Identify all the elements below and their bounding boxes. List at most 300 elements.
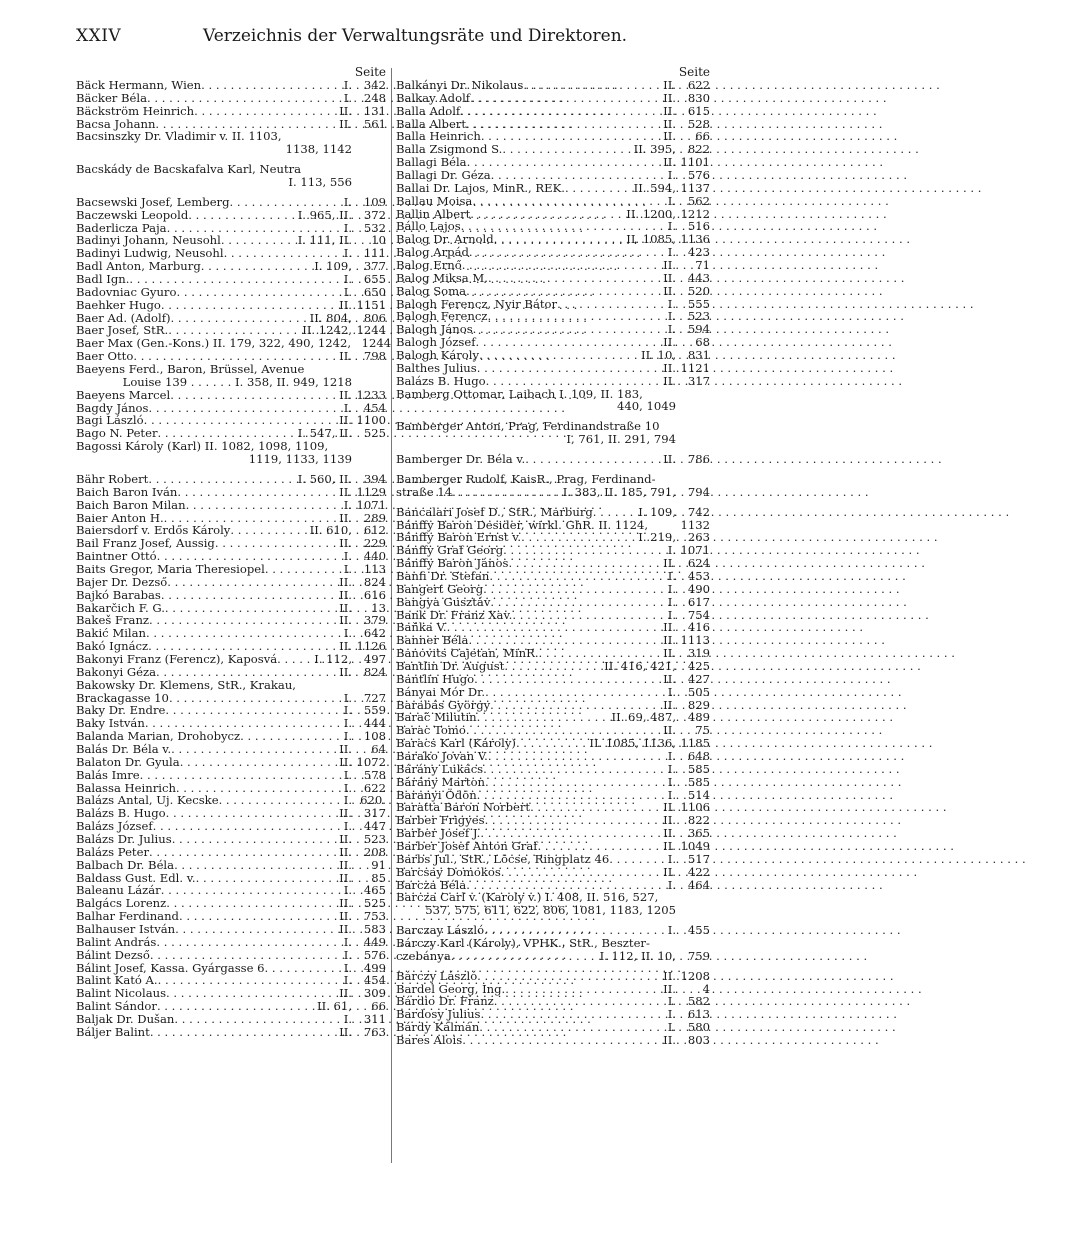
index-entry	[396, 570, 710, 583]
entry-continuation	[76, 143, 386, 156]
dot-leader	[488, 750, 668, 763]
entry-name: Balaton Dr. Gyula	[76, 754, 180, 769]
entry-volume-ref: II.	[663, 620, 676, 635]
entry-volume-ref: I.	[343, 729, 352, 744]
entry-page: 576	[363, 947, 386, 962]
index-entry	[396, 937, 710, 950]
entry-line	[396, 92, 710, 105]
entry-line	[76, 92, 386, 105]
entry-volume-ref: II.	[339, 349, 352, 364]
entry-line	[76, 363, 386, 376]
entry-page: 594	[687, 322, 710, 337]
entry-line	[76, 756, 386, 769]
entry-line	[396, 970, 710, 983]
entry-volume-ref: II. 61,	[317, 999, 352, 1014]
entry-page: 1049	[680, 838, 710, 853]
entry-page: 66	[695, 129, 710, 144]
entry-name: Bállo Lajos	[396, 219, 461, 234]
index-entry	[76, 1013, 386, 1026]
entry-volume-ref: II. 395,	[633, 142, 676, 157]
entry-volume-ref: I.	[343, 194, 352, 209]
entry-page: 229	[363, 536, 386, 551]
entry-page: 561	[363, 116, 386, 131]
entry-name: Balint András	[76, 934, 157, 949]
entry-name: Barcza Carl v. (Karoly v.) I. 408, II. 516, 527,	[396, 890, 659, 905]
entry-line	[396, 272, 710, 285]
entry-page: 1244	[356, 323, 386, 338]
entry-volume-ref: I.	[667, 748, 676, 763]
entry-name: Baeyens Marcel	[76, 387, 171, 402]
entry-name: Balhauser István	[76, 922, 176, 936]
entry-page: 499	[363, 960, 386, 975]
entry-name: Baňka V.	[396, 620, 447, 635]
entry-page: 365	[687, 826, 710, 841]
entry-volume-ref: I.	[343, 716, 352, 731]
entry-name: Balázs Antal, Uj. Kecske	[76, 793, 219, 808]
entry-page: 64	[371, 741, 386, 756]
entry-name: Bank Dr. Franz Xav.	[396, 607, 513, 622]
entry-page: 650	[363, 284, 386, 299]
entry-name: Baracs Karl (Károly)	[396, 736, 516, 751]
entry-name: Barber Josef J.	[396, 826, 481, 841]
entry-volume-ref: I.	[343, 934, 352, 949]
entry-page: 763	[363, 1024, 386, 1039]
entry-name: Bago N. Peter	[76, 426, 158, 441]
entry-name: Baier Anton H.	[76, 510, 164, 525]
index-entry	[76, 846, 386, 859]
entry-name: Balás Imre	[76, 767, 140, 782]
entry-name: Bagossi Károly (Karl) II. 1082, 1098, 1109,	[76, 439, 329, 454]
index-entry	[396, 105, 710, 118]
entry-page: 454	[363, 973, 386, 988]
dot-leader	[140, 769, 344, 782]
entry-page: 319	[687, 646, 710, 661]
entry-page: 423	[687, 245, 710, 260]
entry-page: 822	[687, 142, 710, 157]
index-entry	[76, 653, 386, 666]
entry-name: Balog Dr. Arnold	[396, 232, 494, 247]
entry-name: Baer Ad. (Adolf)	[76, 310, 171, 325]
entry-page: 1185	[680, 736, 710, 751]
entry-line	[396, 583, 710, 596]
entry-volume-ref: II. 10,	[641, 348, 676, 363]
entry-volume-ref: I.	[343, 703, 352, 718]
entry-line	[76, 846, 386, 859]
entry-volume-ref: I.	[667, 193, 676, 208]
dot-leader	[488, 272, 663, 285]
entry-page: 523	[687, 309, 710, 324]
dot-leader	[194, 105, 339, 118]
entry-volume-ref: II.	[663, 373, 676, 388]
entry-page: 447	[363, 819, 386, 834]
entry-name: czebánya	[396, 948, 451, 963]
index-entry	[396, 79, 710, 92]
index-entry	[76, 486, 386, 499]
entry-page: 444	[363, 716, 386, 731]
dot-leader	[188, 209, 297, 222]
entry-page: 91	[371, 857, 386, 872]
entry-volume-ref: I.	[667, 774, 676, 789]
entry-page: 1244	[361, 336, 392, 351]
entry-page: 559	[363, 703, 386, 718]
entry-page: 612	[363, 523, 386, 538]
entry-name: Barczay László	[396, 923, 485, 938]
entry-name: Bamberger Rudolf, KaisR., Prag, Ferdinand-	[396, 471, 656, 486]
entry-page: 443	[687, 270, 710, 285]
index-entry	[76, 923, 386, 936]
entry-name: Bakonyi Franz (Ferencz), Kaposvá	[76, 651, 278, 666]
dot-leader	[490, 596, 667, 609]
dot-leader	[523, 79, 663, 92]
index-entry	[76, 473, 386, 486]
dot-leader	[148, 473, 297, 486]
entry-page: 798	[363, 349, 386, 364]
entry-page: 68	[695, 335, 710, 350]
page-title: Verzeichnis der Verwaltungsräte und Direktoren.	[203, 26, 628, 46]
entry-page: 822	[687, 813, 710, 828]
entry-volume-ref: II.	[663, 697, 676, 712]
dot-leader	[129, 273, 343, 286]
entry-line	[76, 949, 386, 962]
dot-leader	[477, 362, 663, 375]
dot-leader	[147, 92, 344, 105]
entry-volume-ref: II.	[663, 864, 676, 879]
entry-page: 585	[687, 774, 710, 789]
entry-line	[76, 576, 386, 589]
index-entry	[396, 486, 710, 499]
entry-line	[76, 486, 386, 499]
entry-volume-ref: II.	[663, 116, 676, 131]
dot-leader	[462, 259, 663, 272]
entry-continuation-text: 440, 1049	[616, 399, 676, 414]
index-entry	[396, 660, 710, 673]
entry-page: 616	[363, 587, 386, 602]
entry-volume-ref: I. 112, II. 10,	[599, 948, 676, 963]
index-entry	[396, 763, 710, 776]
index-entry	[396, 853, 710, 866]
index-entry	[396, 259, 710, 272]
entry-name: Baits Gregor, Maria Theresiopel	[76, 561, 265, 576]
index-entry	[76, 1026, 386, 1039]
entry-page: 490	[687, 581, 710, 596]
entry-line	[76, 105, 386, 118]
entry-line	[396, 937, 710, 950]
entry-continuation	[396, 904, 710, 917]
entry-page: 1100	[356, 413, 386, 428]
entry-name: Balla Adolf	[396, 103, 461, 118]
entry-volume-ref: II. 610,	[309, 523, 352, 538]
entry-volume-ref: I.	[667, 568, 676, 583]
entry-page: 727	[363, 690, 386, 705]
entry-volume-ref: I.	[667, 543, 676, 558]
entry-line	[396, 349, 710, 362]
entry-continuation	[76, 376, 386, 389]
entry-continuation-text: I, 761, II. 291, 794	[566, 432, 676, 447]
entry-name: Balogh Ferencz, Nyir Bátor	[396, 296, 558, 311]
entry-name: Badovniac Gyuro	[76, 284, 177, 299]
entry-name: Bäcker Béla	[76, 90, 148, 105]
index-entry	[76, 196, 386, 209]
entry-page: 10	[371, 233, 386, 248]
index-entry	[396, 583, 710, 596]
entry-page: 562	[687, 193, 710, 208]
entry-line	[76, 299, 386, 312]
entry-line	[76, 936, 386, 949]
entry-continuation-text: I. 113, 556	[288, 175, 352, 190]
entry-name: Baich Baron Milan	[76, 497, 186, 512]
entry-name: Bakonyi Géza	[76, 664, 156, 679]
entry-line	[76, 923, 386, 936]
entry-volume-ref: II.	[339, 639, 352, 654]
index-entry	[76, 550, 386, 563]
entry-page-pad	[352, 453, 386, 466]
entry-line	[396, 866, 710, 879]
index-entry	[76, 130, 386, 156]
entry-page: 617	[687, 594, 710, 609]
entry-name: Barbs Jul., StR., Löcse, Ringplatz 46	[396, 851, 610, 866]
dot-leader	[483, 583, 668, 596]
entry-page: 208	[363, 844, 386, 859]
entry-name: Baer Max (Gen.-Kons.) II. 179, 322, 490, 1242,	[76, 336, 352, 351]
entry-volume-ref: II. 69, 487,	[611, 710, 676, 725]
index-entry	[396, 686, 710, 699]
entry-name: Bányai Mór Dr.	[396, 684, 486, 699]
entry-volume-ref: I.	[343, 90, 352, 105]
dot-leader	[167, 576, 339, 589]
entry-volume-ref: I.	[667, 309, 676, 324]
entry-line	[76, 286, 386, 299]
entry-volume-ref: I. 383, II. 185, 791,	[562, 484, 676, 499]
index-entry	[76, 756, 386, 769]
entry-page: 1151	[356, 297, 386, 312]
entry-page: 416	[687, 620, 710, 635]
entry-name: Badl Anton, Marburg	[76, 259, 201, 274]
entry-name: Banfi Dr. Stefan	[396, 568, 490, 583]
dot-leader	[479, 349, 641, 362]
entry-name: Barber Frigyes	[396, 813, 485, 828]
dot-leader	[501, 866, 663, 879]
entry-page: 615	[687, 103, 710, 118]
entry-page: 1113	[680, 633, 710, 648]
entry-volume-ref: II. 1200,	[626, 206, 676, 221]
entry-name: Baratta Baron Norbert	[396, 800, 531, 815]
dot-leader	[174, 859, 339, 872]
entry-page: 453	[687, 568, 710, 583]
entry-page: 624	[687, 556, 710, 571]
entry-volume-ref: I.	[343, 78, 352, 92]
entry-volume-ref: II.	[339, 484, 352, 499]
entry-volume-ref: II.	[663, 103, 676, 118]
entry-page: 465	[363, 883, 386, 898]
entry-name: Bakowsky Dr. Klemens, StR., Krakau,	[76, 677, 296, 692]
entry-name: Bárdio Dr. Franz	[396, 994, 494, 1009]
entry-page: 829	[687, 697, 710, 712]
entry-volume-ref: I.	[667, 923, 676, 938]
index-entry	[76, 440, 386, 466]
page-number: XXIV	[76, 26, 122, 46]
entry-page: 75	[695, 723, 710, 738]
entry-name: Bardel Georg, Ing.	[396, 981, 506, 996]
entry-page: 422	[687, 864, 710, 879]
index-entry	[396, 891, 710, 917]
entry-page: 372	[363, 207, 386, 222]
entry-volume-ref: II.	[339, 413, 352, 428]
entry-name: Bagi László	[76, 413, 144, 428]
entry-volume-ref: II.	[339, 754, 352, 769]
entry-page: 317	[363, 806, 386, 821]
entry-page: 1101	[680, 155, 710, 170]
entry-line	[396, 950, 710, 963]
entry-name: Baintner Ottó	[76, 549, 157, 564]
entry-name: Balás Dr. Béla v.	[76, 741, 172, 756]
index-entry	[396, 349, 710, 362]
entry-line	[76, 273, 386, 286]
dot-leader	[460, 105, 663, 118]
entry-volume-ref: I. 112,	[314, 651, 352, 666]
entry-page: 759	[687, 948, 710, 963]
dot-leader	[489, 570, 667, 583]
entry-name: Baleanu Lázár	[76, 883, 161, 898]
entry-name: Bangya Gusztáv	[396, 594, 491, 609]
entry-volume-ref: I.	[667, 168, 676, 183]
entry-page: 427	[687, 671, 710, 686]
entry-volume-ref: II.	[339, 103, 352, 118]
index-entry	[76, 589, 386, 602]
entry-line	[76, 499, 386, 512]
entry-line	[396, 660, 710, 673]
entry-page: 1129	[356, 484, 386, 499]
index-entry	[76, 936, 386, 949]
dot-leader	[466, 285, 663, 298]
entry-volume-ref: II.	[663, 1033, 676, 1048]
entry-page: 582	[687, 994, 710, 1009]
entry-page: 620.	[360, 793, 386, 808]
entry-name: Balázs B. Hugo	[76, 806, 166, 821]
entry-name: Bakeš Franz	[76, 613, 150, 628]
entry-volume-ref: I.	[667, 1007, 676, 1022]
entry-volume-ref: II.	[339, 574, 352, 589]
entry-line	[396, 105, 710, 118]
entry-volume-ref: I.	[343, 947, 352, 962]
index-entry	[76, 389, 386, 402]
entry-volume-ref: II.	[339, 297, 352, 312]
entry-line	[76, 653, 386, 666]
entry-name: Barako Jovan V.	[396, 748, 488, 763]
entry-volume-ref: I.	[667, 1020, 676, 1035]
entry-line	[76, 769, 386, 782]
entry-line	[76, 859, 386, 872]
entry-name: Balanda Marian, Drohobycz	[76, 729, 241, 744]
index-entry	[396, 285, 710, 298]
entry-volume-ref: I. 219,	[638, 530, 676, 545]
entry-volume-ref: I.	[343, 819, 352, 834]
index-column-right	[396, 65, 710, 1047]
entry-volume-ref: II.	[663, 283, 676, 298]
entry-page-pad	[352, 143, 386, 156]
index-entry	[396, 169, 710, 182]
index-entry	[396, 453, 710, 466]
entry-volume-ref: II.	[339, 831, 352, 846]
entry-volume-ref: I.	[667, 322, 676, 337]
dot-leader	[477, 970, 663, 983]
dot-leader	[175, 923, 339, 936]
entry-page: 109	[363, 194, 386, 209]
index-entry	[76, 92, 386, 105]
entry-line	[396, 169, 710, 182]
entry-name: Balint Sándor	[76, 999, 157, 1014]
entry-volume-ref: I.	[343, 626, 352, 641]
entry-name: Barac Tomo	[396, 723, 466, 738]
index-entry	[396, 866, 710, 879]
index-entry	[76, 859, 386, 872]
entry-line	[76, 563, 386, 576]
entry-volume-ref: I. 965, II.	[297, 207, 352, 222]
entry-line	[76, 1026, 386, 1039]
entry-page: 1121	[680, 360, 710, 375]
entry-volume-ref: I.	[343, 284, 352, 299]
dot-leader	[156, 666, 339, 679]
entry-name: Baehker Hugo	[76, 297, 161, 312]
entry-volume-ref: II.	[339, 986, 352, 1001]
entry-name: Bakó Ignácz	[76, 639, 149, 654]
dot-leader	[508, 557, 663, 570]
entry-name: Balassa Heinrich	[76, 780, 176, 795]
dot-leader	[265, 563, 344, 576]
entry-page: 111	[363, 246, 386, 261]
entry-line	[396, 776, 710, 789]
entry-volume-ref: II. 1085, 1136,	[589, 736, 676, 751]
index-entry	[396, 272, 710, 285]
entry-volume-ref: I.	[343, 690, 352, 705]
entry-name: Ballau Moisa	[396, 193, 473, 208]
entry-volume-ref: I.	[667, 994, 676, 1009]
entry-page: 505	[687, 684, 710, 699]
entry-page: 1137	[680, 180, 710, 195]
entry-page: 830	[687, 90, 710, 105]
entry-volume-ref: I.	[343, 561, 352, 576]
entry-page: 263	[687, 530, 710, 545]
index-entry	[396, 92, 710, 105]
entry-page: 1106	[680, 800, 710, 815]
entry-page: 379	[363, 613, 386, 628]
index-entry	[396, 840, 710, 853]
entry-volume-ref: I.	[343, 497, 352, 512]
entry-page: 580	[687, 1020, 710, 1035]
index-entry	[76, 949, 386, 962]
dot-leader	[504, 660, 604, 673]
index-entry	[76, 666, 386, 679]
entry-page: 377	[363, 259, 386, 274]
entry-page: 622	[687, 78, 710, 92]
entry-page: 648	[687, 748, 710, 763]
index-entry	[76, 299, 386, 312]
entry-line	[396, 362, 710, 375]
entry-volume-ref: II.	[663, 270, 676, 285]
entry-line	[396, 557, 710, 570]
entry-line	[396, 763, 710, 776]
index-entry	[396, 750, 710, 763]
entry-page: 13	[371, 600, 386, 615]
entry-volume-ref: II.	[339, 896, 352, 911]
index-entry	[76, 833, 386, 846]
dot-leader	[156, 936, 343, 949]
dot-leader	[593, 506, 638, 519]
dot-leader	[150, 949, 344, 962]
entry-name: Bálint Josef, Kassa. Gyárgasse 6	[76, 960, 265, 975]
entry-page: 824	[363, 574, 386, 589]
entry-volume-ref: II.	[339, 613, 352, 628]
entry-page: 1072	[356, 754, 386, 769]
